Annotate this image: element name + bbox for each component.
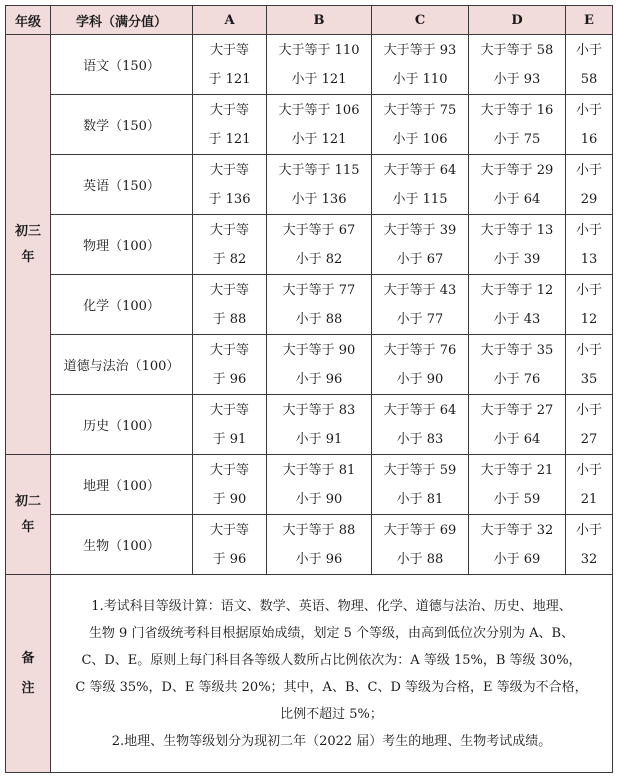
range-cell-b [267, 455, 372, 515]
subject-cell: 地理（100） [51, 455, 193, 515]
range-cell-c [372, 455, 469, 515]
range-line: 小于 59 [493, 491, 541, 507]
range-cell-e [566, 455, 613, 515]
grade-label-line: 初三 [14, 223, 41, 239]
range-cell-a [193, 275, 267, 335]
table-row [6, 455, 613, 515]
range-cell-a [193, 95, 267, 155]
range-line: 大于等于 64 [383, 402, 457, 418]
range-line: 小于 93 [493, 71, 541, 87]
range-cell-e [566, 275, 613, 335]
range-cell-e [566, 515, 613, 575]
table-row [6, 335, 613, 395]
grade-standard-table [5, 5, 613, 773]
range-line: 大于等于 35 [480, 342, 554, 358]
range-line: 小于 136 [291, 191, 347, 207]
header-col-d: D [469, 6, 566, 35]
note-line: 2.地理、生物等级划分为现初二年（2022 届）考生的地理、生物考试成绩。 [111, 733, 552, 749]
range-line: 大于等于 77 [282, 282, 356, 298]
range-line: 小于 75 [493, 131, 541, 147]
range-line: 大于等 [209, 462, 249, 478]
range-line: 大于等于 39 [383, 222, 457, 238]
grade-label-line: 初二 [14, 493, 41, 509]
range-line: 小于 121 [291, 131, 347, 147]
range-cell-e [566, 335, 613, 395]
range-line: 小于 69 [493, 551, 541, 567]
range-line: 大于等于 83 [282, 402, 356, 418]
header-col-c: C [372, 6, 469, 35]
range-line: 29 [580, 191, 598, 207]
range-line: 小于 [575, 42, 602, 58]
range-line: 小于 88 [396, 551, 444, 567]
range-line: 大于等于 59 [383, 462, 457, 478]
grade-label [6, 35, 51, 455]
range-line: 大于等于 93 [383, 42, 457, 58]
header-row [6, 6, 613, 35]
range-cell-a [193, 215, 267, 275]
header-col-a: A [193, 6, 267, 35]
range-line: 小于 96 [295, 551, 343, 567]
range-line: 大于等 [209, 222, 249, 238]
range-cell-c [372, 155, 469, 215]
range-cell-b [267, 275, 372, 335]
range-line: 大于等于 29 [480, 162, 554, 178]
range-line: 大于等 [209, 282, 249, 298]
range-cell-e [566, 35, 613, 95]
range-line: 小于 [575, 102, 602, 118]
range-cell-c [372, 275, 469, 335]
range-line: 于 136 [208, 191, 251, 207]
range-cell-d [469, 275, 566, 335]
range-line: 大于等 [209, 402, 249, 418]
range-line: 小于 [575, 462, 602, 478]
range-line: 小于 90 [396, 371, 444, 387]
range-cell-d [469, 395, 566, 455]
subject-cell: 英语（150） [51, 155, 193, 215]
table-row [6, 95, 613, 155]
header-subject: 学科（满分值） [51, 6, 193, 35]
range-line: 小于 76 [493, 371, 541, 387]
range-line: 大于等于 13 [480, 222, 554, 238]
range-cell-d [469, 455, 566, 515]
range-line: 小于 96 [295, 371, 343, 387]
range-line: 小于 83 [396, 431, 444, 447]
range-cell-c [372, 515, 469, 575]
grade-label [6, 455, 51, 575]
range-cell-b [267, 515, 372, 575]
range-cell-c [372, 335, 469, 395]
grade-label-line: 年 [21, 249, 35, 265]
range-line: 27 [580, 431, 598, 447]
range-line: 于 96 [212, 551, 247, 567]
range-line: 大于等于 106 [278, 102, 360, 118]
range-cell-a [193, 155, 267, 215]
range-line: 13 [580, 251, 598, 267]
range-line: 于 88 [212, 311, 247, 327]
range-line: 12 [580, 311, 598, 327]
subject-cell: 历史（100） [51, 395, 193, 455]
range-cell-b [267, 335, 372, 395]
range-line: 于 121 [208, 131, 251, 147]
range-line: 于 82 [212, 251, 247, 267]
notes-label [6, 575, 51, 773]
table-row [6, 275, 613, 335]
note-line: 比例不超过 5%； [280, 706, 383, 722]
subject-cell: 数学（150） [51, 95, 193, 155]
range-line: 小于 82 [295, 251, 343, 267]
range-cell-b [267, 395, 372, 455]
range-line: 大于等于 90 [282, 342, 356, 358]
subject-cell: 化学（100） [51, 275, 193, 335]
range-cell-a [193, 335, 267, 395]
range-line: 大于等于 21 [480, 462, 554, 478]
range-line: 大于等 [209, 522, 249, 538]
range-line: 21 [580, 491, 598, 507]
range-line: 大于等于 81 [282, 462, 356, 478]
notes-label-line: 注 [21, 680, 35, 696]
range-line: 小于 77 [396, 311, 444, 327]
range-line: 大于等于 64 [383, 162, 457, 178]
range-line: 于 91 [212, 431, 247, 447]
range-line: 大于等于 43 [383, 282, 457, 298]
grade-label-line: 年 [21, 519, 35, 535]
range-cell-a [193, 515, 267, 575]
range-line: 小于 43 [493, 311, 541, 327]
range-cell-d [469, 515, 566, 575]
range-line: 大于等于 58 [480, 42, 554, 58]
table-row [6, 395, 613, 455]
range-line: 大于等于 27 [480, 402, 554, 418]
range-line: 小于 39 [493, 251, 541, 267]
notes-label-line: 备 [21, 650, 35, 666]
range-line: 大于等 [209, 342, 249, 358]
range-line: 小于 90 [295, 491, 343, 507]
range-cell-c [372, 95, 469, 155]
range-line: 大于等于 76 [383, 342, 457, 358]
range-line: 小于 115 [392, 191, 448, 207]
range-cell-a [193, 35, 267, 95]
range-line: 大于等于 75 [383, 102, 457, 118]
range-cell-b [267, 35, 372, 95]
range-line: 大于等于 110 [278, 42, 360, 58]
note-line: 生物 9 门省级统考科目根据原始成绩，划定 5 个等级，由高到低位次分别为 A、B、 [88, 625, 575, 641]
range-cell-a [193, 395, 267, 455]
range-line: 小于 64 [493, 431, 541, 447]
range-cell-c [372, 395, 469, 455]
range-cell-d [469, 215, 566, 275]
range-line: 小于 [575, 402, 602, 418]
range-line: 小于 91 [295, 431, 343, 447]
note-line: C、D、E。原则上每门科目各等级人数所占比例依次为：A 等级 15%，B 等级 30%， [81, 652, 582, 668]
range-line: 小于 67 [396, 251, 444, 267]
table-row [6, 35, 613, 95]
range-line: 58 [580, 71, 598, 87]
range-cell-b [267, 215, 372, 275]
range-cell-b [267, 155, 372, 215]
range-line: 大于等 [209, 162, 249, 178]
note-line: C 等级 35%，D、E 等级共 20%；其中，A、B、C、D 等级为合格，E 等级为不合格， [75, 679, 588, 695]
range-line: 16 [580, 131, 598, 147]
header-grade: 年级 [6, 6, 51, 35]
range-cell-d [469, 155, 566, 215]
range-line: 大于等于 115 [278, 162, 360, 178]
range-line: 小于 [575, 282, 602, 298]
range-cell-b [267, 95, 372, 155]
range-cell-d [469, 335, 566, 395]
subject-cell: 物理（100） [51, 215, 193, 275]
range-cell-c [372, 215, 469, 275]
notes-body [51, 575, 613, 773]
range-line: 小于 121 [291, 71, 347, 87]
range-line: 小于 [575, 522, 602, 538]
range-line: 小于 81 [396, 491, 444, 507]
range-cell-e [566, 95, 613, 155]
range-line: 于 121 [208, 71, 251, 87]
range-line: 35 [580, 371, 598, 387]
table-row [6, 155, 613, 215]
range-cell-e [566, 215, 613, 275]
note-line: 1.考试科目等级计算：语文、数学、英语、物理、化学、道德与法治、历史、地理、 [91, 598, 572, 614]
range-cell-e [566, 395, 613, 455]
range-cell-d [469, 35, 566, 95]
range-line: 大于等于 16 [480, 102, 554, 118]
subject-cell: 生物（100） [51, 515, 193, 575]
range-cell-c [372, 35, 469, 95]
range-line: 大于等于 32 [480, 522, 554, 538]
range-line: 小于 [575, 162, 602, 178]
table-row [6, 215, 613, 275]
subject-cell: 语文（150） [51, 35, 193, 95]
range-line: 大于等 [209, 102, 249, 118]
range-line: 大于等于 67 [282, 222, 356, 238]
range-line: 小于 110 [392, 71, 448, 87]
range-line: 小于 64 [493, 191, 541, 207]
table-row [6, 515, 613, 575]
range-line: 小于 [575, 222, 602, 238]
range-line: 小于 106 [392, 131, 448, 147]
range-line: 大于等于 88 [282, 522, 356, 538]
header-col-b: B [267, 6, 372, 35]
range-line: 于 90 [212, 491, 247, 507]
range-line: 大于等于 69 [383, 522, 457, 538]
range-cell-e [566, 155, 613, 215]
range-line: 于 96 [212, 371, 247, 387]
range-line: 小于 [575, 342, 602, 358]
subject-cell: 道德与法治（100） [51, 335, 193, 395]
range-cell-a [193, 455, 267, 515]
header-col-e: E [566, 6, 613, 35]
range-line: 大于等于 12 [480, 282, 554, 298]
range-line: 大于等 [209, 42, 249, 58]
notes-row [6, 575, 613, 773]
range-line: 小于 88 [295, 311, 343, 327]
range-cell-d [469, 95, 566, 155]
range-line: 32 [580, 551, 598, 567]
